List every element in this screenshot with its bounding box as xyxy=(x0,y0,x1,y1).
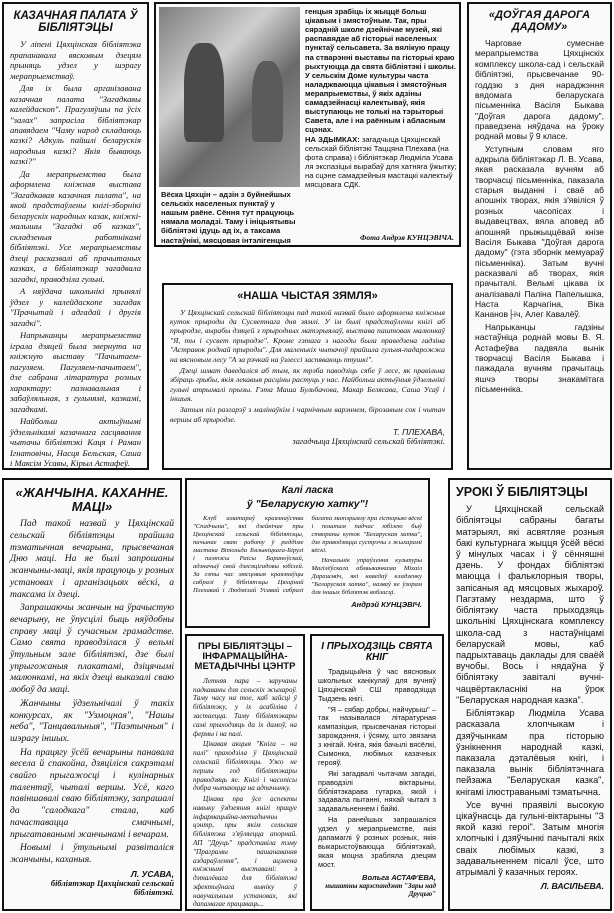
article-author: Т. ПЛЕХАВА, xyxy=(392,427,445,438)
article-body: У лiпенi Цяхцiнская бiблiятэка прапанавала вясковым дзецям прыняць удзел у шэрагу мерапрыемстваў. Для iх была арганiзавана казачная палата "Загадкавы калейдаскоп". Прагуляўшы па ўсiх "залах" запрасiла бiблiятэкар апавядаем "Чаму народ складаюць казкi? Адкуль пайшлi беларускiя народныя казкi? Якiя бываюць казкi?" Да мерапрыемства была аформлена кнiжная выстава "Загадкавая казачная палата", на якой прадстаўлены кнiгi-зборнiкi беларускiх народных казак, кнiжкi-малышы "Загадкi аб казках", складзеныя работнiкамi бiблiятэкi. Усе мерапрыемствы дзецi расказвалi аб прачытаных казках, а бiблiятэкар загадвала загадкi, праводзiла гульнi. А няўдача школьнiкi прынялi ўдзел у калейдаскопе загадак "Прачытай i адгадай i другiя загадкi". Напрыканцы мерапрыемства iграла дзяцей была звернута на кнiжную выставу "Пачытаем-пагуляем. Пагуляем-пачытаем", дзе сабрана лiтаратура розных характару: пазнавальная i забаўляльная, з гульнямi, казкамi, загадкамi. Найбольш актыўнымi ўдзельнiкамi казачнага гасцявання чытачы бiблiятэкi Каця i Раман Iгнатовiчы, Насця Бельская, Саша i Максiм Усавы, Кiрыл Астафеў. xyxy=(10,39,141,469)
article-body: Традыцыйна ў час вясновых школьных канiкулаў для вучняў Цяхцiнскай СШ праводзiцца Тыдзень кнiгi. "Я – сябар добры, найчурыш" – так называлася лiтаратурная кампазiцыя, прысвечаная гiсторыi зарождэння, i ўсяму, што звязана з кнiгай. Кнiга, якiя бачылi вясёлкi, Сымонка, любiмых казачных герояў. Якi загадвалi чытачам загадкi, праводзiлi вiктарыны, бiблiятэкарава гутарка, якой i задавала пытаннi, няхай чыталi з задавальненнем i байкi. На ранейшых запрашалiся удзел у мерапрыемстве, якiя дапамаглi ў розных розных, якiя выкарыстоўваюцца бiблiятэкай, якая моцна зрабляла дзецям мост. xyxy=(318,667,436,869)
article-author: Л. ВАСIЛЬЕВА. xyxy=(540,881,604,892)
article-body: У Цяхцiнскай сельскай бiблiятэцы сабраны багаты матэрыял, якi асвятляе розныя бакi культурнага жыцця ўсёй вёскi ў мiнулых часах i ў сённяшнi дзень. У фондах бiблiятэкi маюцца i фальклорныя творы, запiсаныя ад мясцовых жыхароў. Пагэтаму нездарма, што ў бiблiятэку часта прыходзяць школьнiкi Цяхцiнскага комплексу школа-сад з настаўнiцамi беларускай мовы, каб падрыхтаваць даклады для сваёй вучобы. Вось i нядаўна ў бiблiятэку завiталi вучнi-чацвёртакласнiкi на ўрок "Беларуская народная казка". Бiблiятэкар Людмiла Усава расказала хлопчыкам i дзяўчынкам пра гiсторыю ўзнiкнення народнай казкi, паказала дэталёвыя кнiгi, i паказала вынiк бiблiятэчнага пейзажа "Беларуская казка", кнiгамi iлюстраванымi тэматычна. Усе вучнi праявiлi высокую цiкаўнасць да гульнi-вiктарыны "З якой казкi героi". Затым многiя хлопчыкi i дзяўчынкi пачыталi якiх сваiх любiмых казкi, з задавальненнем пiсалi ўсе, што атрымалi ў казачных героях. xyxy=(456,504,604,878)
article-title: ў "Беларускую хатку"! xyxy=(246,497,369,510)
article-body: Пад такой назвай у Цяхцiнскай сельскай бiблiятэцы прайшла тэматычная вечарына, прысвечаная Дню мацi. На яе былi запрошаны жанчыны-мацi, якiя працуюць у розных установах i арганiзацыях вёскi, а таксама iх дзецi. Запрашаючы жанчын на ўрачыстую вечарыну, не ўпусцiлi быць няўдобны справу мацi ў сучасным грамадстве. Само свята праводзiлася ў вельмi ўтульным зале бiблiятэкi, дзе былi упрыгожаныя плакатамi, дзiцячымi малюнкамi, на якiх дзецi выказалi сваю любоў да мацi. Жанчыны ўдзельнiчалi ў такiх конкурсах, як "Узмоцная", "Нашы неба", "Танцавальныя", "Паэтычныя" i шэрагу iншых. На працягу ўсёй вечарыны панавала весела й спакойна, дзяцiлiся сакрэтамi свайго прыгажосцi i кулiнарных талентаў, чыталi вершы. Усё, каго павiншавалi сваю бiблiятэку, запрашалi да "салодкага" стала, каб пачаставацца смачнымi, прыгатаванымi жанчынамi i вечарам. Новымi i ўтульнымi развiталiся жанчыны, каханыя. xyxy=(10,518,174,865)
article-title: «ДОЎГАЯ ДАРОГА ДАДОМУ» xyxy=(488,9,591,33)
photo-caption: Вёска Цяхцiн – адзiн з буйнейшых сельскiх населеных пунктаў у нашым раёне. Сёння тут працуюць нямала моладзi. Таму i iнiцыятывы бiблiятэкi iдуць ад iх, а таксама настаўнiкi, мясцовая iнтэлiгенцыя xyxy=(161,190,296,245)
article-title: «ЖАНЧЫНА. КАХАННЕ. МАЦI» xyxy=(15,485,169,514)
article-zhanchyna xyxy=(2,478,182,911)
article-body: Чарговае сумеснае мерапрыемства Цяхцiнскiх комплексу школа-сад i сельскай бiблiятэкi, прысвечанае 90-годдзю з дня нараджэння вядомага беларускага пiсьменнiка Васiля Быкава "Доўгая дарога дадому", праведзена няўдача на ўроку роднай мовы ў 9 класе. Уступным словам яго адкрыла бiблiятэкар Л. В. Усава, якая расказала вучням аб творчасцi пiсьменнiка, паказала старыя выданнi i сваё аб апошнiх творах, якiя з'явiлiся ў розных часопiсах i выдавецтвах, вяла аповед аб апошняй прыжыццёвай кнiзе Васiля Быкава "Доўгая дарога дадому" (гэта зборнiк мемуараў пiсьменнiка). Затым вучнi расказвалi аб творах, якiя прачыталi. Вельмi цiкава iх аналiзавалi Палiна Папелышка, Наста Карчагiна, Вiка Кананов├iч, Алег Кавалёў. Напрыканцы гадзiны настаўнiца роднай мовы В. Я. Астафеўва падвяла вынiк творчасцi Васiля Быкава i пажадала вучням прачытаць яшчэ творы знакамiтага пiсьменнiка. xyxy=(475,38,604,394)
article-svyata-knig xyxy=(310,634,444,911)
article-author-role: бiблiятэкар Цяхцiнскай сельскай бiблiятэкi. xyxy=(50,878,174,897)
article-title: КАЗАЧНАЯ ПАЛАТА Ў БІБЛІЯТЭЦЫ xyxy=(13,10,138,35)
article-body: Клуб аматараў краязнаўства "Спадчына", якi дзейнiчае пры Цяхцiнскай сельскай бiблiятэцы, пачынае сваю работу ў раддiме мастака Вiтольда Бялынiцкага-Бiрулi i паэтэсы Раiсы Бараноўскай, адзначыў свой дзесяцiгадовы юбiлей. За гэты час мясцовыя краязнаўцы сабралi ў бiблiятэцы Цяхцiнай Плехавай i Людмiлай Усавай сабралi багата матэрыялу пра гiсторыю вёскi i поштам падчас юбiлею быў створаны куток "Беларуская хатка", дзе праводзяцца сустрэчы з жыхарамi вёскi. Начальнiк упраўлення культуры Магiлёўскага аблвыканкама Мiхаiл Дарашэвiч, якi наведаў кладзенку "Беларуская хатка", назваў яе ўзорам для iншых бiблiятэк вобласцi. xyxy=(193,514,422,596)
article-body: У Цяхцiнскай сельскай бiблiятэцы пад такой назвай было аформлена кнiжныя куток прыроды да Сусветнага дня зямлi. У iм былi прадстаўлены кнiгi аб прыродзе, вырабы дзяцей з прыродных матэрыялаў, выстава паштовак малюнкаў "Я, ты i сусвет прыродзе". Кроме гэтага з нагоды была праведзена гадзiна "Астравок роднай прыроды". Для маленькiх чытачоў прайшла гульня-падарожжа на вясновым лесу "А за рэчкай на ўзлессi заспяваюць птушкi". Дзецi шмат даведалiся аб тым, як трэба паводзiць сябе ў лесе, як правiльна збiраць грыбы, якiя лекавыя расцiны растуць у нас. Найбольш актыўныя ўдзельнiкi гульнi атрымалi прызы. Гэта Маша Бульбачова, Макар Белясава, Саша Усаў i iншыя. Затым пiл разгарэў з малiнаўкiм i чарнiчным варэннем, бiрозавым сок i чытач вершы аб прыродзе. xyxy=(170,307,445,424)
photo-credit: Фота Андрэя КУНЦЭВIЧА. xyxy=(360,233,454,242)
article-uroki-u-bibliyatecy xyxy=(448,478,612,911)
article-author: Вольга АСТАФ'ЕВА, xyxy=(362,872,436,882)
article-author-role: нышатны карэспандэнт "Зары над Друцью" xyxy=(325,881,436,898)
article-title: УРОКI Ў БIБЛIЯТЭЦЫ xyxy=(456,485,588,499)
article-author-role: загадчыца Цяхцiнскай сельскай бiблiятэкi. xyxy=(292,437,445,447)
article-title-pre: Калi ласка xyxy=(281,485,334,496)
article-author: Л. УСАВА, xyxy=(130,868,174,879)
article-dougaya-daroga xyxy=(467,2,612,470)
photo-report-text: генцыя зрабiць iх жыццё больш цiкавым i змястоўным. Так, пры сярэднiй школе дзейнiчае музей, якi распавядае аб гiсторыi населеных пунктаў сельсавета. За вялiкую працу па стварэннi выставы па гiсторыi краю рыхтуюцца да свята бiблiятэкi i школы. У сельскiм Доме культуры часта наладжваюцца цiкавыя i змястоўныя мерапрыемствы, ў якiх адзiны самадзейнасцi калектываў, якiя выступаюць не толькi на тэрыторыi Савета, але i на раённым i абласным сцэнах. НА ЗДЫМКАХ: загадчыца Цяхцiнскай сельскай бiблiятэкi Таццяна Плехава (на фота справа) i бiблiятэкар Людмiла Усава ля экспазiцыi вырабаў для хатняга ўжытку; на сцэне самадзейныя мастацкi калектыў мясцовага СДК. xyxy=(305,7,457,190)
photo-library-exhibition xyxy=(159,7,300,187)
article-title: «НАША ЧЫСТАЯ ЗЯМЛЯ» xyxy=(237,290,378,302)
article-author: Андрэй КУНЦЭВIЧ. xyxy=(351,599,422,609)
article-inf-metadychny-centr xyxy=(185,634,305,911)
article-belaruskaya-hatka xyxy=(185,478,430,628)
article-kazachnaya-palata xyxy=(2,2,149,470)
article-photo-report xyxy=(154,2,461,247)
article-nasha-chystaya-zyamlya xyxy=(162,283,453,470)
article-title: ПРЫ БIБЛIЯТЭЦЫ – IНФАРМАЦЫЙНА-МЕТАДЫЧНЫ ЦЭНТР xyxy=(194,641,296,672)
article-body: Летняя пара – заручаны падкаваны для сельскiх жыхароў. Таму часу на тое, каб зайсцi ў бiблiятэку, у iх асабiлiва i застаецца. Таму бiблiятэкары самi прыходзяць да iх дамоў, на фермы i на палi. Цiкавая акцыя "Кнiга – на палi" праходзiла ў Цяхцiнскай сельскай бiблiятэцы. Ужо не першы год бiблiятэкары праводзяць яе. Кнiгi i часопiсы добра чытаюцца на адпачынку. Цiкава пра ўсе аспекты навыку ўздзеяння кнiгi працуе iнфармацыйна-метадычны цэнтр, пры якiм сельская бiблiятэка з'яўляецца апорнай. АП "Друць" прадставiла тэму "Праграмы пашанавання аздараўлення", i ацэнена кнiжнымi выставамi: з дэталёвага для бiблiятэкi эфектыўнага вынiку ў навучальным установах, якi дапамагае працаваць... xyxy=(193,676,297,909)
article-title: I ПРЫХОДЗIЦЬ СВЯТА КНIГ xyxy=(321,641,433,663)
